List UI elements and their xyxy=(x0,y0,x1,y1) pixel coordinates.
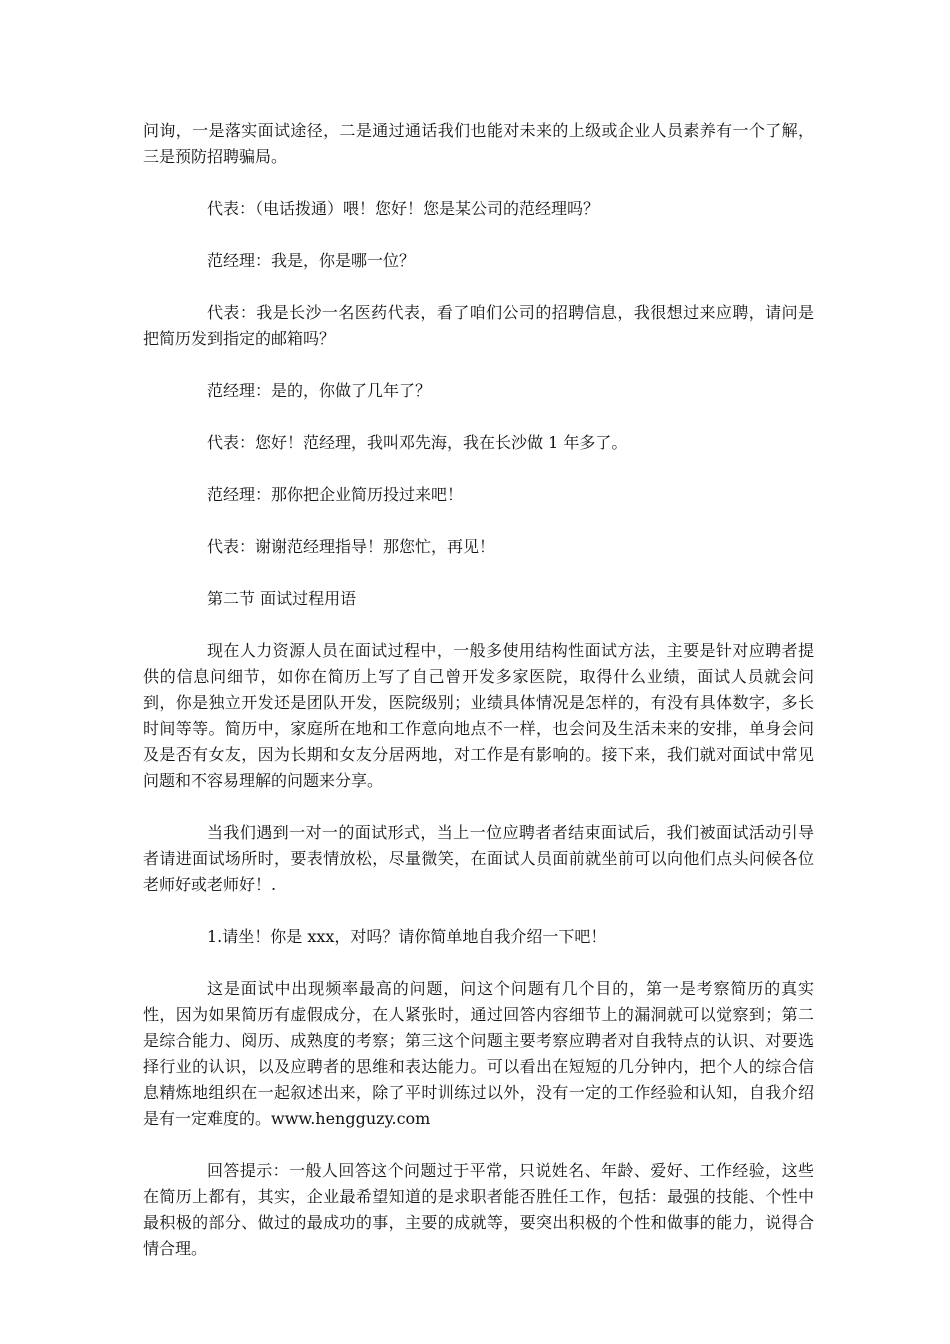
section-heading: 第二节 面试过程用语 xyxy=(207,589,357,608)
paragraph: 代表：谢谢范经理指导！那您忙，再见！ xyxy=(207,537,496,556)
paragraph: 范经理：我是，你是哪一位？ xyxy=(207,251,416,270)
paragraph: 回答提示：一般人回答这个问题过于平常，只说姓名、年龄、爱好、工作经验，这些在简历上都有，其实，企业最希望知道的是求职者能否胜任工作，包括：最强的技能、个性中最积极的部分、做过的最成功的事，主要的成就等，要突出积极的个性和做事的能力，说得合情合理。 xyxy=(143,1161,814,1258)
paragraph: 代表：您好！范经理，我叫邓先海，我在长沙做 1 年多了。 xyxy=(207,433,628,452)
paragraph: 代表：（电话拨通）喂！您好！您是某公司的范经理吗？ xyxy=(207,199,600,218)
question-heading: 1.请坐！你是 xxx，对吗？请你简单地自我介绍一下吧！ xyxy=(207,927,607,946)
paragraph: 问询，一是落实面试途径，二是通过通话我们也能对未来的上级或企业人员素养有一个了解，三是预防招聘骗局。 xyxy=(143,121,814,166)
paragraph: 这是面试中出现频率最高的问题，问这个问题有几个目的，第一是考察简历的真实性，因为如果简历有虚假成分，在人紧张时，通过回答内容细节上的漏洞就可以觉察到；第二是综合能力、阅历、成熟度的考察；第三这个问题主要考察应聘者对自我特点的认识、对要选择行业的认识，以及应聘者的思维和表达能力。可以看出在短短的几分钟内，把个人的综合信息精炼地组织在一起叙述出来，除了平时训练过以外，没有一定的工作经验和认知，自我介绍是有一定难度的。www.hengguzy.com xyxy=(143,979,814,1128)
paragraph: 范经理：是的，你做了几年了？ xyxy=(207,381,432,400)
paragraph: 范经理：那你把企业简历投过来吧！ xyxy=(207,485,464,504)
paragraph: 代表：我是长沙一名医药代表，看了咱们公司的招聘信息，我很想过来应聘，请问是把简历发到指定的邮箱吗？ xyxy=(143,303,814,348)
paragraph: 当我们遇到一对一的面试形式，当上一位应聘者者结束面试后，我们被面试活动引导者请进面试场所时，要表情放松，尽量微笑，在面试人员面前就坐前可以向他们点头问候各位老师好或老师好！. xyxy=(143,823,814,894)
paragraph: 现在人力资源人员在面试过程中，一般多使用结构性面试方法，主要是针对应聘者提供的信息问细节，如你在简历上写了自己曾开发多家医院，取得什么业绩，面试人员就会问到，你是独立开发还是团队开发，医院级别；业绩具体情况是怎样的，有没有具体数字，多长时间等等。简历中，家庭所在地和工作意向地点不一样，也会问及生活未来的安排，单身会问及是否有女友，因为长期和女友分居两地，对工作是有影响的。接下来，我们就对面试中常见问题和不容易理解的问题来分享。 xyxy=(143,641,814,790)
